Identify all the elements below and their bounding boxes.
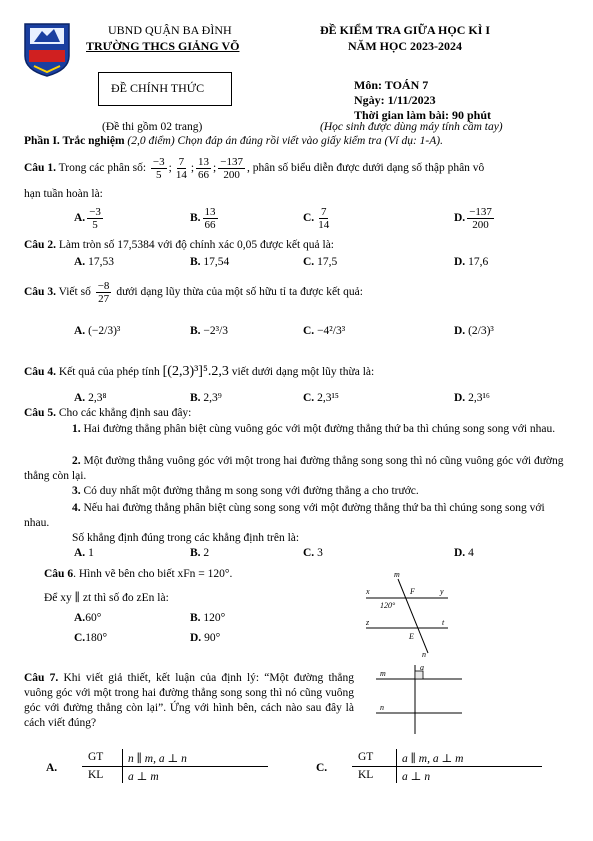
school-logo [22, 22, 72, 78]
q7-a-kl: KL [88, 769, 104, 781]
exam-date: Ngày: 1/11/2023 [354, 93, 436, 107]
q1-line2: hạn tuần hoàn là: [24, 188, 103, 200]
q4-expression: [(2,3)³]⁵.2,3 [162, 364, 229, 379]
q1-line: Câu 1. Trong các phân số: $\frac{-3}{5}$ ; $\frac{7}{14}$ ; $\frac{13}{66}$ ; $\frac{-137}{200}$ , phân số biểu diễn được dưới dạng số thập phân vô [24, 156, 485, 182]
q4-option-c[interactable]: C. 2,3¹⁵ [303, 392, 339, 404]
q7-c-gt: GT [358, 751, 374, 763]
q2-line: Câu 2. Làm tròn số 17,5384 với độ chính xác 0,05 được kết quả là: [24, 239, 335, 251]
q6-line: Câu 6. Hình vẽ bên cho biết xFn = 120°. [44, 568, 233, 580]
official-label: ĐỀ CHÍNH THỨC [111, 81, 205, 95]
q4-option-d[interactable]: D. 2,3¹⁶ [454, 392, 490, 404]
school-year: NĂM HỌC 2023-2024 [348, 39, 462, 53]
q5-ask: Số khẳng định đúng trong các khẳng định trên là: [72, 532, 300, 544]
subject: Môn: TOÁN 7 [354, 78, 429, 92]
svg-text:z: z [366, 618, 370, 627]
svg-text:120°: 120° [380, 601, 396, 610]
district-name: UBND QUẬN BA ĐÌNH [108, 23, 232, 37]
part1-heading: Phần I. Trắc nghiệm (2,0 điểm) Chọn đáp án đúng rồi viết vào giấy kiểm tra (Ví dụ: 1-A). [24, 135, 443, 147]
duration: Thời gian làm bài: 90 phút [354, 108, 492, 122]
svg-text:F: F [410, 587, 415, 596]
q7-a-vline [122, 749, 123, 783]
q7-text: Câu 7. Khi viết giả thiết, kết luận của định lý: “Một đường thẳng vuông góc với một trong hai đường thẳng song song thì nó cũng vuông góc với đường thẳng còn lại”. Ứng với hình bên, cách nào sau đây là cách viết đúng? [24, 672, 355, 729]
q7-a-hline [82, 766, 268, 767]
svg-text:y: y [440, 587, 444, 596]
q5-statement-4: 4. Nếu hai đường thẳng phân biệt cùng song song với một đường thẳng thứ ba thì chúng song song với nhau. [24, 502, 545, 529]
q4-option-b[interactable]: B. 2,3⁹ [190, 392, 222, 404]
q7-a-gt-value: n ∥ m, a ⊥ n [128, 753, 187, 765]
q1-option-d[interactable]: D. $\frac{-137}{200}$ [454, 206, 492, 232]
q6-option-c[interactable]: C.180° [74, 632, 108, 644]
exam-title: ĐỀ KIỂM TRA GIỮA HỌC KÌ I [320, 23, 491, 37]
svg-text:n: n [422, 650, 426, 659]
q7-a-kl-value: a ⊥ m [128, 771, 159, 783]
svg-text:n: n [380, 703, 384, 712]
q6-option-b[interactable]: B. 120° [190, 612, 226, 624]
q5-statement-1: 1. Hai đường thẳng phân biệt cùng vuông góc với một đường thẳng thứ ba thì chúng song song với nhau. [72, 423, 556, 435]
q7-c-kl-value: a ⊥ n [402, 771, 431, 783]
svg-text:t: t [442, 618, 445, 627]
pages-note: (Đề thi gồm 02 trang) [102, 121, 203, 133]
q7-c-hline [352, 766, 542, 767]
svg-text:E: E [409, 632, 414, 641]
q7-figure [370, 662, 470, 737]
q2-option-a[interactable]: A. 17,53 [74, 256, 114, 268]
q5-option-c[interactable]: C. 3 [303, 547, 323, 559]
q2-option-c[interactable]: C. 17,5 [303, 256, 338, 268]
calc-note: (Học sinh được dùng máy tính cầm tay) [320, 121, 503, 133]
q7-a-gt: GT [88, 751, 104, 763]
svg-text:a: a [420, 663, 424, 672]
q2-option-b[interactable]: B. 17,54 [190, 256, 230, 268]
q1-option-c[interactable]: C. $\frac{7}{14}$ [303, 206, 330, 232]
q6-option-a[interactable]: A.60° [74, 612, 102, 624]
q5-option-b[interactable]: B. 2 [190, 547, 210, 559]
q6-figure [360, 565, 460, 660]
q7-c-gt-value: a ∥ m, a ⊥ m [402, 753, 464, 765]
q7-option-a-label[interactable]: A. [46, 762, 58, 774]
svg-text:m: m [380, 669, 386, 678]
q3-option-a[interactable]: A. (−2/3)³ [74, 325, 121, 337]
q7-c-vline [396, 749, 397, 783]
q7-option-c-label[interactable]: C. [316, 762, 328, 774]
q5-option-a[interactable]: A. 1 [74, 547, 94, 559]
svg-text:x: x [366, 587, 370, 596]
q5-statement-2: 2. Một đường thẳng vuông góc với một trong hai đường thẳng song song thì nó cũng vuông góc với đường thẳng còn lại. [24, 455, 564, 482]
q3-line: Câu 3. Viết số $\frac{-8}{27}$ dưới dạng lũy thừa của một số hữu tỉ ta được kết quả: [24, 280, 363, 306]
q6-line2: Để xy ∥ zt thì số đo zEn là: [44, 592, 169, 604]
q4-line: Câu 4. Kết quả của phép tính [(2,3)³]⁵.2,3 viết dưới dạng một lũy thừa là: [24, 364, 375, 379]
q1-option-b[interactable]: B. $\frac{13}{66}$ [190, 206, 216, 232]
q6-option-d[interactable]: D. 90° [190, 632, 221, 644]
q3-option-d[interactable]: D. (2/3)³ [454, 325, 494, 337]
school-name: TRƯỜNG THCS GIẢNG VÕ [86, 39, 240, 53]
q7-c-kl: KL [358, 769, 374, 781]
q2-option-d[interactable]: D. 17,6 [454, 256, 489, 268]
svg-text:m: m [394, 570, 400, 579]
q3-option-b[interactable]: B. −2³/3 [190, 325, 229, 337]
q5-line: Câu 5. Cho các khẳng định sau đây: [24, 407, 192, 419]
q5-option-d[interactable]: D. 4 [454, 547, 474, 559]
q4-option-a[interactable]: A. 2,3⁸ [74, 392, 107, 404]
q1-option-a[interactable]: A. $\frac{-3}{5}$ [74, 206, 101, 232]
q5-statement-3: 3. Có duy nhất một đường thẳng m song song với đường thẳng a cho trước. [72, 485, 419, 497]
q3-option-c[interactable]: C. −4²/3³ [303, 325, 346, 337]
